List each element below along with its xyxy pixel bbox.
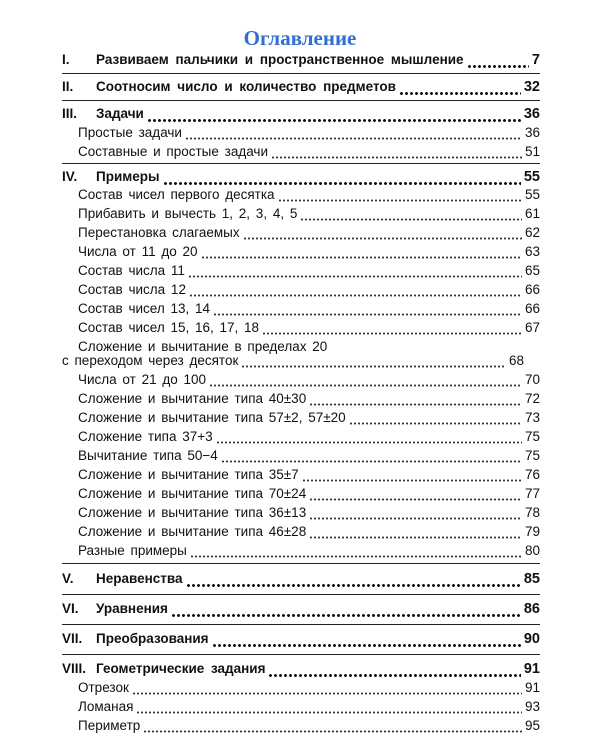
subsection-title: Состав числа 11 — [78, 263, 185, 278]
page-number: 61 — [524, 206, 540, 221]
toc-section-1[interactable] — [62, 52, 540, 72]
section-title: Задачи — [96, 106, 144, 121]
section-divider — [62, 73, 540, 74]
dot-leader — [212, 644, 521, 647]
dot-leader — [189, 294, 522, 297]
section-number: III. — [62, 106, 78, 121]
section-number: VII. — [62, 631, 83, 646]
page-number: 65 — [524, 263, 540, 278]
toc-section-5[interactable] — [62, 571, 540, 591]
subsection-title: Сложение и вычитание типа 57±2, 57±20 — [78, 410, 346, 425]
subsection-title: Состав чисел первого десятка — [78, 187, 275, 202]
dot-leader — [467, 65, 529, 68]
page-number: 66 — [524, 282, 540, 297]
dot-leader — [132, 692, 522, 695]
toc-subsection[interactable] — [62, 282, 540, 302]
subsection-title: Простые задачи — [78, 125, 182, 140]
toc-subsection[interactable] — [62, 486, 540, 506]
dot-leader — [309, 498, 522, 501]
toc-subsection[interactable] — [46, 353, 524, 373]
toc-subsection[interactable] — [62, 718, 540, 738]
page-number: 68 — [508, 353, 524, 368]
section-number: IV. — [62, 169, 78, 184]
dot-leader — [241, 365, 506, 368]
dot-leader — [243, 237, 522, 240]
toc-section-6[interactable] — [62, 601, 540, 621]
page-number: 86 — [523, 601, 540, 617]
toc-subsection[interactable] — [62, 524, 540, 544]
dot-leader — [163, 182, 521, 185]
page-number: 75 — [524, 448, 540, 463]
dot-leader — [185, 137, 522, 140]
page-number: 66 — [524, 301, 540, 316]
section-title: Преобразования — [96, 631, 209, 646]
toc-subsection[interactable] — [62, 543, 540, 563]
page-number: 55 — [524, 187, 540, 202]
section-title: Геометрические задания — [96, 661, 266, 676]
page-number: 79 — [524, 524, 540, 539]
toc-subsection[interactable] — [62, 372, 540, 392]
subsection-title: Перестановка слагаемых — [78, 225, 240, 240]
section-title: Примеры — [96, 169, 160, 184]
page-number: 51 — [524, 144, 540, 159]
dot-leader — [216, 441, 522, 444]
section-title: Соотносим число и количество предметов — [96, 79, 396, 94]
subsection-title: Отрезок — [78, 680, 129, 695]
section-divider — [62, 594, 540, 595]
page-title: Оглавление — [243, 26, 357, 50]
section-divider — [62, 654, 540, 655]
section-divider — [62, 100, 540, 101]
toc-subsection[interactable] — [62, 467, 540, 487]
dot-leader — [399, 92, 521, 95]
dot-leader — [268, 674, 520, 677]
dot-leader — [136, 711, 522, 714]
toc-subsection[interactable] — [62, 187, 540, 207]
toc-subsection[interactable] — [62, 391, 540, 411]
subsection-title: Сложение и вычитание типа 35±7 — [78, 467, 299, 482]
dot-leader — [147, 119, 521, 122]
subsection-title: Числа от 21 до 100 — [78, 372, 206, 387]
dot-leader — [309, 403, 522, 406]
toc-subsection[interactable] — [62, 144, 540, 164]
subsection-title: Периметр — [78, 718, 141, 733]
toc-section-7[interactable] — [62, 631, 540, 651]
subsection-title: Разные примеры — [78, 543, 187, 558]
dot-leader — [188, 275, 522, 278]
toc-subsection[interactable] — [62, 125, 540, 145]
subsection-title: Сложение типа 37+3 — [78, 429, 213, 444]
subsection-title: Числа от 11 до 20 — [78, 244, 198, 259]
section-number: II. — [62, 79, 74, 94]
section-divider — [62, 163, 540, 164]
subsection-title: Сложение и вычитание типа 36±13 — [78, 505, 307, 520]
dot-leader — [201, 256, 522, 259]
subsection-title: Прибавить и вычесть 1, 2, 3, 4, 5 — [78, 206, 298, 221]
dot-leader — [302, 479, 522, 482]
toc-subsection[interactable] — [62, 680, 540, 700]
subsection-title: Сложение и вычитание типа 46±28 — [78, 524, 307, 539]
subsection-title: Составные и простые задачи — [78, 144, 269, 159]
toc-section-2[interactable] — [62, 79, 540, 99]
dot-leader — [190, 555, 522, 558]
page-number: 36 — [523, 106, 540, 122]
dot-leader — [262, 332, 522, 335]
toc-subsection[interactable] — [62, 244, 540, 264]
page-number: 91 — [524, 680, 540, 695]
toc-section-8[interactable] — [62, 661, 540, 681]
subsection-title: с переходом через десяток — [62, 353, 239, 368]
toc-subsection[interactable] — [62, 320, 540, 340]
dot-leader — [309, 517, 522, 520]
toc-section-4[interactable] — [62, 169, 540, 189]
page-number: 67 — [524, 320, 540, 335]
subsection-title: Вычитание типа 50−4 — [78, 448, 218, 463]
subsection-title: Сложение и вычитание в пределах 20 — [78, 339, 328, 354]
page-number: 62 — [524, 225, 540, 240]
toc-subsection[interactable] — [62, 699, 540, 719]
page-number: 32 — [523, 79, 540, 95]
section-divider — [62, 563, 540, 564]
page-number: 91 — [523, 661, 540, 677]
dot-leader — [271, 156, 522, 159]
subsection-title: Ломаная — [78, 699, 134, 714]
page-number: 55 — [523, 169, 540, 185]
toc-subsection[interactable] — [62, 505, 540, 525]
section-title: Неравенства — [96, 571, 183, 586]
page-number: 73 — [524, 410, 540, 425]
toc-subsection[interactable] — [62, 263, 540, 283]
page-number: 90 — [523, 631, 540, 647]
dot-leader — [209, 384, 522, 387]
page-number: 76 — [524, 467, 540, 482]
page-number: 80 — [524, 543, 540, 558]
page-number: 85 — [523, 571, 540, 587]
toc-subsection[interactable] — [62, 429, 540, 449]
page-number: 77 — [524, 486, 540, 501]
section-title: Развиваем пальчики и пространственное мышление — [96, 52, 464, 67]
subsection-title: Состав чисел 15, 16, 17, 18 — [78, 320, 260, 335]
page-number: 72 — [524, 391, 540, 406]
toc-subsection[interactable] — [62, 206, 540, 226]
section-number: V. — [62, 571, 74, 586]
page-number: 93 — [524, 699, 540, 714]
toc-subsection[interactable] — [62, 448, 540, 468]
page-number: 95 — [524, 718, 540, 733]
subsection-title: Состав числа 12 — [78, 282, 186, 297]
section-title: Уравнения — [96, 601, 168, 616]
dot-leader — [349, 422, 522, 425]
page-number: 7 — [531, 52, 540, 68]
dot-leader — [221, 460, 522, 463]
toc-section-3[interactable] — [62, 106, 540, 126]
section-number: VIII. — [62, 661, 87, 676]
page-number: 75 — [524, 429, 540, 444]
dot-leader — [213, 313, 522, 316]
section-divider — [62, 624, 540, 625]
dot-leader — [186, 584, 521, 587]
subsection-title: Состав чисел 13, 14 — [78, 301, 211, 316]
dot-leader — [143, 730, 522, 733]
page-number: 63 — [524, 244, 540, 259]
subsection-title: Сложение и вычитание типа 70±24 — [78, 486, 307, 501]
dot-leader — [309, 536, 522, 539]
dot-leader — [171, 614, 521, 617]
page-number: 70 — [524, 372, 540, 387]
dot-leader — [300, 218, 522, 221]
toc-subsection[interactable] — [62, 410, 540, 430]
section-number: VI. — [62, 601, 79, 616]
toc-subsection[interactable] — [62, 301, 540, 321]
page-number: 36 — [524, 125, 540, 140]
subsection-title: Сложение и вычитание типа 40±30 — [78, 391, 307, 406]
page-number: 78 — [524, 505, 540, 520]
section-number: I. — [62, 52, 70, 67]
dot-leader — [278, 199, 522, 202]
toc-subsection[interactable] — [62, 225, 540, 245]
